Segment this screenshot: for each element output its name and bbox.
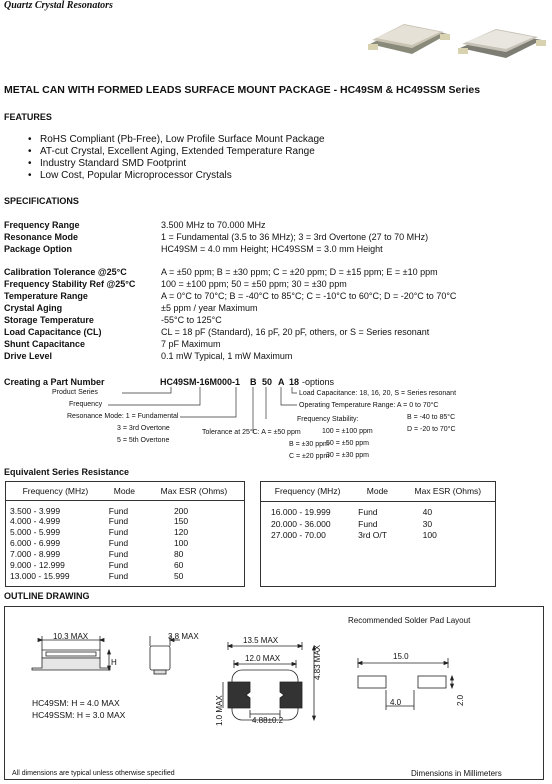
- label-overtone-5: 5 = 5th Overtone: [117, 437, 170, 444]
- footnote-left: All dimensions are typical unless otherwise specified: [12, 770, 175, 777]
- spec-value: 1 = Fundamental (3.5 to 36 MHz); 3 = 3rd Overtone (27 to 70 MHz): [161, 232, 429, 242]
- code-temperature: A: [278, 377, 285, 387]
- spec-value: A = ±50 ppm; B = ±30 ppm; C = ±20 ppm; D = ±15 ppm; E = ±10 ppm: [161, 267, 438, 277]
- dim-side: 3.8 MAX: [168, 632, 199, 641]
- part-number-suffix: -options: [302, 377, 335, 387]
- col-max-esr: Max ESR (Ohms): [401, 482, 496, 502]
- spec-group-1: [4, 219, 544, 259]
- table-row: 20.000 - 36.000 Fund 30: [271, 518, 433, 529]
- label-stability: Frequency Stability:: [297, 416, 359, 423]
- features-list: [28, 134, 325, 182]
- dim-pad-height: 2.0: [456, 694, 465, 706]
- crystal-photo-1: [368, 24, 450, 54]
- label-resonance-mode: Resonance Mode: 1 = Fundamental: [67, 413, 179, 420]
- table-row: 4.000 - 4.999 Fund 150: [10, 516, 189, 527]
- side-view: [150, 636, 180, 674]
- dim-pad-span: 15.0: [393, 652, 409, 661]
- esr-table-right: [260, 481, 496, 587]
- code-stability: 50: [262, 377, 273, 387]
- col-frequency: Frequency (MHz): [6, 482, 105, 501]
- table-row: 9.000 - 12.999 Fund 60: [10, 560, 184, 571]
- brand-title: Quartz Crystal Resonators: [4, 0, 113, 11]
- label-temp-range: Operating Temperature Range: A = 0 to 70°C: [299, 402, 439, 409]
- spec-value: 100 = ±100 ppm; 50 = ±50 ppm; 30 = ±30 ppm: [161, 279, 347, 289]
- spec-group-2: [4, 266, 544, 364]
- spec-value: CL = 18 pF (Standard), 16 pF, 20 pF, others, or S = Series resonant: [161, 327, 430, 337]
- feature-item: • Industry Standard SMD Footprint: [28, 158, 325, 170]
- crystal-photo-2: [458, 29, 546, 58]
- footnote-right: Dimensions in Millimeters: [411, 769, 502, 778]
- dim-pad-gap: 4.0: [390, 698, 402, 707]
- label-temp-b: B = -40 to 85°C: [407, 414, 456, 421]
- table-row: 13.000 - 15.999 Fund 50: [10, 571, 184, 581]
- esr-heading: Equivalent Series Resistance: [4, 467, 130, 477]
- esr-table-left: [5, 481, 245, 587]
- part-number-base: HC49SM-16M000-1: [160, 377, 241, 387]
- label-tolerance-b: B = ±30 ppm: [289, 441, 329, 448]
- label-temp-d: D = -20 to 70°C: [407, 426, 456, 433]
- label-frequency: Frequency: [69, 401, 103, 408]
- table-header-row: [261, 482, 496, 502]
- dim-body-length: 12.0 MAX: [245, 654, 281, 663]
- spec-value: A = 0°C to 70°C; B = -40°C to 85°C; C = -10°C to 60°C; D = -20°C to 70°C: [161, 291, 457, 301]
- table-row: 5.000 - 5.999 Fund 120: [10, 527, 189, 538]
- feature-item: • AT-cut Crystal, Excellent Aging, Extended Temperature Range: [28, 146, 325, 158]
- spec-label: Temperature Range: [4, 291, 88, 301]
- spec-label: Frequency Range: [4, 220, 80, 230]
- front-view: [32, 636, 111, 670]
- outline-heading: OUTLINE DRAWING: [4, 591, 90, 601]
- spec-value: -55°C to 125°C: [161, 315, 222, 325]
- spec-label: Storage Temperature: [4, 315, 94, 325]
- spec-label: Load Capacitance (CL): [4, 327, 102, 337]
- label-tolerance-a: Tolerance at 25°C: A = ±50 ppm: [202, 429, 301, 436]
- label-stability-50: 50 = ±50 ppm: [326, 440, 369, 447]
- specifications-heading: SPECIFICATIONS: [4, 196, 79, 206]
- spec-label: Shunt Capacitance: [4, 339, 86, 349]
- dim-overall-width: 4.83 MAX: [313, 644, 322, 680]
- dim-overall-length: 13.5 MAX: [243, 636, 279, 645]
- dim-height: H: [111, 658, 117, 667]
- dim-lead-width: 1.0 MAX: [215, 695, 224, 726]
- table-row: 6.000 - 6.999 Fund 100: [10, 538, 189, 549]
- table-row: 16.000 - 19.999 Fund 40: [271, 506, 433, 517]
- label-tolerance-c: C = ±20 ppm: [289, 453, 330, 460]
- code-load: 18: [289, 377, 300, 387]
- spec-label: Crystal Aging: [4, 303, 63, 313]
- document-title: METAL CAN WITH FORMED LEADS SURFACE MOUNT PACKAGE - HC49SM & HC49SSM Series: [4, 84, 481, 96]
- col-frequency: Frequency (MHz): [261, 482, 355, 502]
- col-max-esr: Max ESR (Ohms): [144, 482, 245, 501]
- spec-label: Package Option: [4, 244, 73, 254]
- col-mode: Mode: [354, 482, 400, 502]
- table-row: 27.000 - 70.00 3rd O/T 100: [271, 530, 437, 541]
- label-load-capacitance: Load Capacitance: 18, 16, 20, S = Series resonant: [299, 390, 457, 397]
- dim-lead-spacing: 4.88±0.2: [252, 716, 284, 725]
- hc49ssm-height: HC49SSM: H = 3.0 MAX: [32, 710, 126, 720]
- spec-label: Resonance Mode: [4, 232, 79, 242]
- spec-value: 7 pF Maximum: [161, 339, 221, 349]
- spec-value: 3.500 MHz to 70.000 MHz: [161, 220, 266, 230]
- spec-value: ±5 ppm / year Maximum: [161, 303, 258, 313]
- spec-value: 0.1 mW Typical, 1 mW Maximum: [161, 351, 293, 361]
- part-number-heading: Creating a Part Number: [4, 377, 105, 387]
- spec-value: HC49SM = 4.0 mm Height; HC49SSM = 3.0 mm Height: [161, 244, 383, 254]
- feature-item: • RoHS Compliant (Pb-Free), Low Profile Surface Mount Package: [28, 134, 325, 146]
- table-row: 3.500 - 3.999 Fund 200: [10, 505, 189, 516]
- table-header-row: [6, 482, 245, 501]
- feature-item: • Low Cost, Popular Microprocessor Crystals: [28, 170, 325, 182]
- col-mode: Mode: [105, 482, 144, 501]
- spec-label: Calibration Tolerance @25°C: [4, 267, 127, 277]
- hc49sm-height: HC49SM: H = 4.0 MAX: [32, 698, 120, 708]
- label-product-series: Product Series: [52, 389, 98, 396]
- label-overtone-3: 3 = 3rd Overtone: [117, 425, 170, 432]
- spec-label: Drive Level: [4, 351, 53, 361]
- features-heading: FEATURES: [4, 112, 52, 122]
- solder-pad-title: Recommended Solder Pad Layout: [348, 616, 471, 625]
- spec-label: Frequency Stability Ref @25°C: [4, 279, 136, 289]
- table-row: 7.000 - 8.999 Fund 80: [10, 549, 184, 560]
- label-stability-30: 30 = ±30 ppm: [326, 452, 369, 459]
- code-tolerance: B: [250, 377, 257, 387]
- dim-width: 10.3 MAX: [53, 632, 89, 641]
- label-stability-100: 100 = ±100 ppm: [322, 428, 373, 435]
- product-photo: [360, 14, 550, 60]
- solder-pad-layout: [358, 658, 454, 710]
